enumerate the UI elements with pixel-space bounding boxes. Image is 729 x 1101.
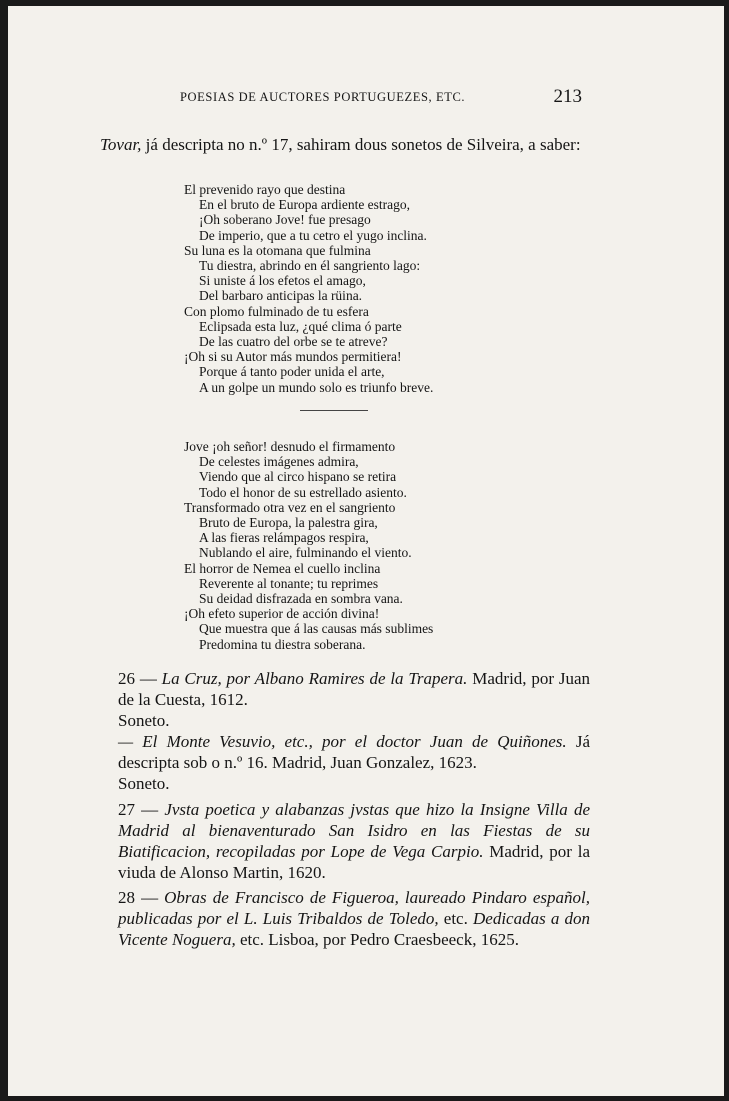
entry-title: Obras de Francisco de Figueroa, laureado Pindaro español, publicadas por el L. Luis Tribaldos de Toledo, <box>118 888 590 928</box>
entry-title: Jvsta poetica y alabanzas jvstas que hizo la Insigne Villa de Madrid al bienaventurado San Isidro en las Fiestas de su Biatificacion, recopiladas por Lope de Vega Carpio. <box>118 800 591 861</box>
sonnet-1 <box>184 182 504 395</box>
poem-line: Si uniste á los efetos el amago, <box>199 273 366 289</box>
book-page <box>8 6 724 1096</box>
poem-line: De celestes imágenes admira, <box>199 454 359 470</box>
poem-line: Su deidad disfrazada en sombra vana. <box>199 591 403 607</box>
poem-line: Eclipsada esta luz, ¿qué clima ó parte <box>199 318 402 334</box>
entry-28 <box>100 887 590 950</box>
intro-text: já descripta no n.º 17, sahiram dous sonetos de Silveira, a saber: <box>141 135 581 154</box>
poem-line: Transformado otra vez en el sangriento <box>184 499 396 515</box>
poem-line: De las cuatro del orbe se te atreve? <box>199 334 388 350</box>
entry-note: Soneto. <box>118 711 170 730</box>
sonnet-2 <box>184 439 504 652</box>
poem-line: ¡Oh efeto superior de acción divina! <box>184 606 380 622</box>
entry-title: La Cruz, por Albano Ramires de la Trapera. <box>161 669 468 688</box>
poem-line: Nublando el aire, fulminando el viento. <box>199 545 412 561</box>
intro-title: Tovar, <box>100 135 142 154</box>
poem-line: ¡Oh soberano Jove! fue presago <box>199 212 371 228</box>
intro-paragraph <box>100 134 590 155</box>
poem-line: Su luna es la otomana que fulmina <box>184 242 371 258</box>
poem-line: ¡Oh si su Autor más mundos permitiera! <box>184 349 402 365</box>
entry-imprint: etc. Lisboa, por Pedro Craesbeeck, 1625. <box>235 930 519 949</box>
poem-line: De imperio, que a tu cetro el yugo inclina. <box>199 227 427 243</box>
entry-number: 26 — <box>118 669 162 688</box>
poem-line: Reverente al tonante; tu reprimes <box>199 575 379 591</box>
page-number: 213 <box>553 86 582 107</box>
entry-note: Soneto. <box>118 774 170 793</box>
entry-number: 28 — <box>118 888 165 907</box>
entry-26 <box>100 668 590 794</box>
section-divider <box>300 410 368 411</box>
entry-imprint: Madrid, por la viuda de Alonso Martin, 1620. <box>118 842 590 882</box>
entry-dedication: Dedicadas a don Vicente Noguera, <box>118 909 590 949</box>
poem-line: Todo el honor de su estrellado asiento. <box>199 484 407 500</box>
entry-text: etc. <box>438 909 473 928</box>
poem-line: Predomina tu diestra soberana. <box>199 636 366 652</box>
poem-line: El prevenido rayo que destina <box>184 182 346 197</box>
entry-title: — El Monte Vesuvio, etc., por el doctor Juan de Quiñones. <box>118 732 567 751</box>
poem-line: Bruto de Europa, la palestra gira, <box>199 515 378 531</box>
poem-line: Que muestra que á las causas más sublimes <box>199 621 434 637</box>
poem-line: Jove ¡oh señor! desnudo el firmamento <box>184 439 396 454</box>
entry-imprint: Já descripta sob o n.º 16. Madrid, Juan Gonzalez, 1623. <box>118 732 590 772</box>
poem-line: Del barbaro anticipas la rüina. <box>199 288 363 304</box>
entry-imprint: Madrid, por Juan de la Cuesta, 1612. <box>118 669 590 709</box>
poem-line: Viendo que al circo hispano se retira <box>199 469 397 485</box>
poem-line: Tu diestra, abrindo en él sangriento lago: <box>199 258 421 274</box>
page-header <box>180 86 582 107</box>
entry-27 <box>100 799 590 883</box>
poem-line: Porque á tanto poder unida el arte, <box>199 364 385 380</box>
running-title: POESIAS DE AUCTORES PORTUGUEZES, ETC. <box>180 90 466 104</box>
poem-line: Con plomo fulminado de tu esfera <box>184 303 369 319</box>
poem-line: En el bruto de Europa ardiente estrago, <box>199 197 411 213</box>
poem-line: A las fieras relámpagos respira, <box>199 530 369 546</box>
entry-number: 27 — <box>118 800 165 819</box>
poem-line: El horror de Nemea el cuello inclina <box>184 560 381 576</box>
poem-line: A un golpe un mundo solo es triunfo breve. <box>199 379 434 395</box>
